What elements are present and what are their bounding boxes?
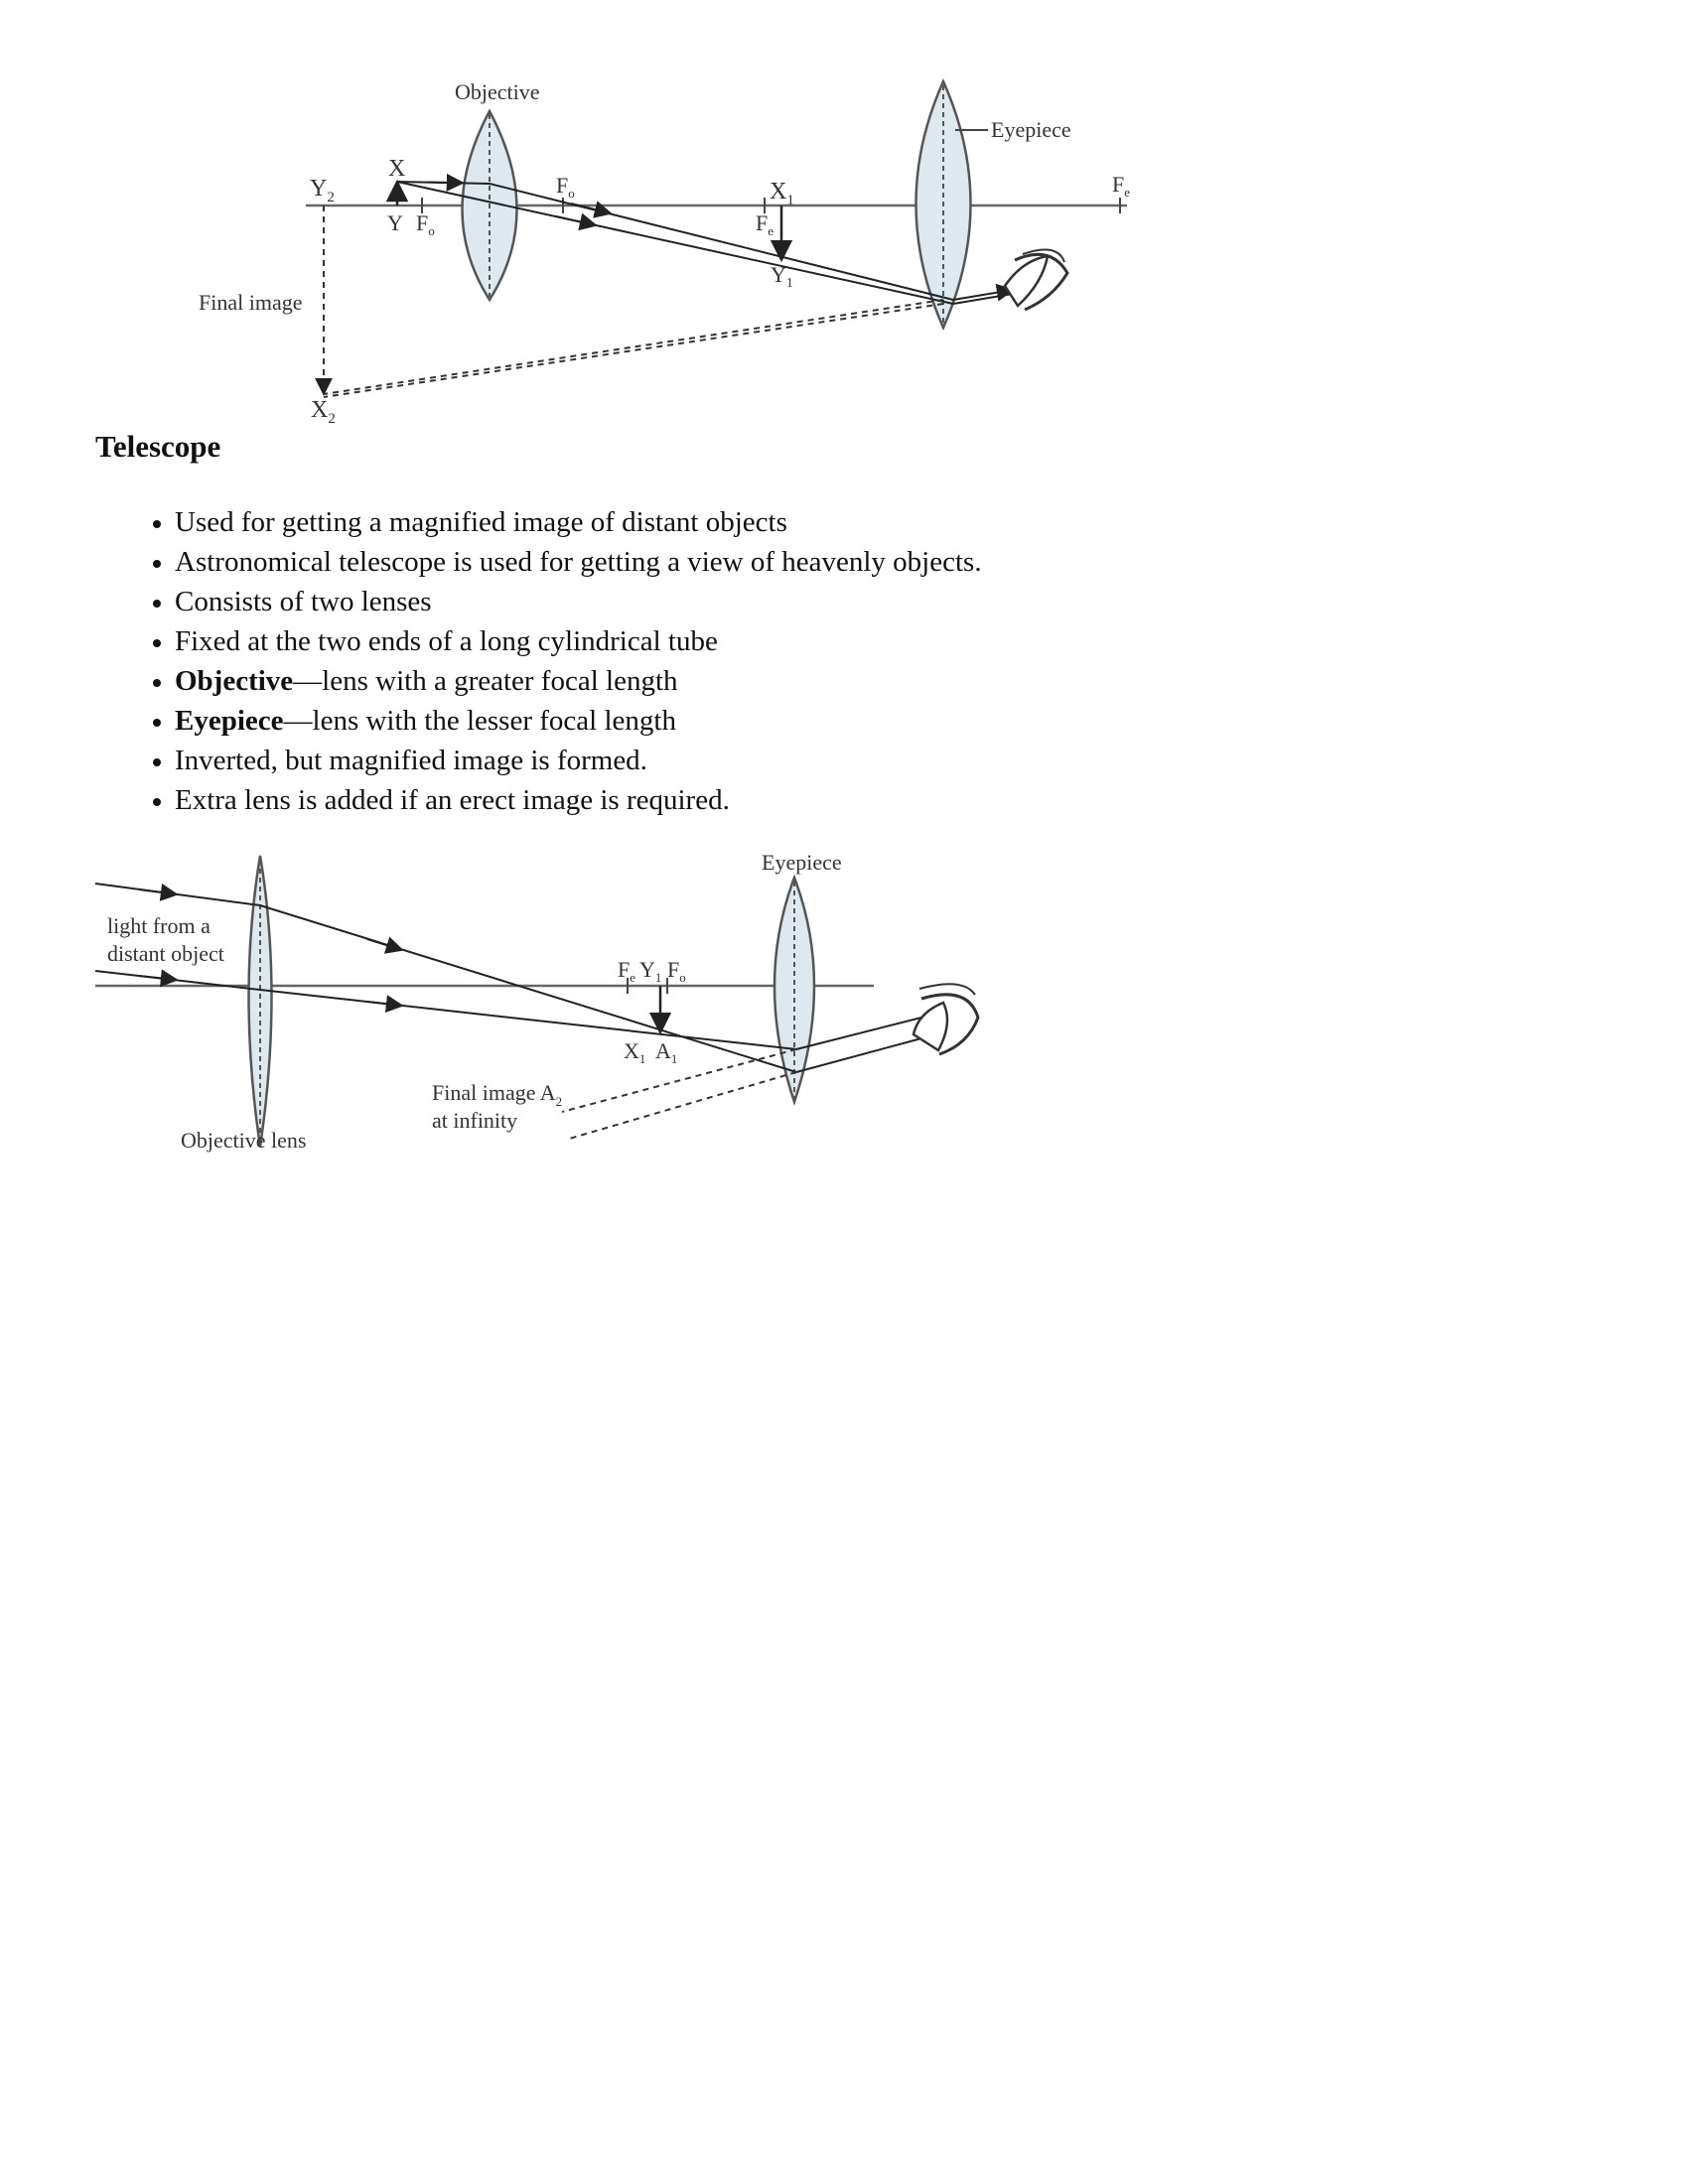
label-y1: $Y_1$ bbox=[771, 262, 793, 291]
label-final-image: Final image bbox=[199, 290, 303, 315]
list-item: • Consists of two lenses bbox=[175, 582, 982, 621]
label-x: X bbox=[388, 156, 406, 182]
list-item: • Astronomical telescope is used for getting a view of heavenly objects. bbox=[175, 542, 982, 582]
label-fo-left: $F_o$ bbox=[416, 210, 435, 238]
incoming-ray-bottom bbox=[95, 971, 796, 1049]
list-item: • Extra lens is added if an erect image is required. bbox=[175, 780, 982, 820]
eye-icon bbox=[914, 984, 978, 1054]
virtual-ray-2 bbox=[566, 1072, 796, 1140]
list-item: • Objective—lens with a greater focal length bbox=[175, 661, 982, 701]
list-item: • Fixed at the two ends of a long cylindrical tube bbox=[175, 621, 982, 661]
label-a1: $A_1$ bbox=[655, 1038, 678, 1066]
term-eyepiece: Eyepiece bbox=[175, 705, 284, 737]
label-eyepiece: Eyepiece bbox=[991, 117, 1071, 142]
label-y: Y bbox=[387, 210, 403, 235]
label-x2: $X_2$ bbox=[311, 397, 336, 427]
list-item: • Used for getting a magnified image of distant objects bbox=[175, 502, 982, 542]
label-fo: $F_o$ bbox=[667, 957, 686, 985]
list-item: • Eyepiece—lens with the lesser focal length bbox=[175, 701, 982, 741]
incoming-ray-top-arrow bbox=[139, 889, 177, 894]
incoming-ray-top bbox=[95, 884, 796, 1072]
label-x1: $X_1$ bbox=[624, 1038, 646, 1066]
incoming-ray-bottom-arrow bbox=[139, 976, 177, 980]
label-fo-mid: $F_o$ bbox=[556, 173, 575, 201]
list-item: • Inverted, but magnified image is formed. bbox=[175, 741, 982, 780]
ray-to-eye-1 bbox=[796, 1018, 921, 1049]
incoming-ray-top-arrow-2 bbox=[367, 939, 402, 950]
label-y2: $Y_2$ bbox=[310, 176, 335, 205]
label-x1: $X_1$ bbox=[770, 179, 794, 208]
label-objective: Objective bbox=[455, 79, 540, 104]
term-objective: Objective bbox=[175, 665, 294, 697]
label-light-line2: distant object bbox=[107, 941, 224, 966]
label-fe: $F_e$ bbox=[618, 957, 636, 985]
incoming-ray-bottom-arrow-2 bbox=[367, 1002, 402, 1006]
label-y1: $Y_1$ bbox=[639, 957, 662, 985]
label-fe-mid: $F_e$ bbox=[756, 210, 774, 238]
virtual-ray-1 bbox=[562, 1049, 796, 1112]
ray-to-eye-2 bbox=[796, 1038, 921, 1072]
section-heading: Telescope bbox=[95, 429, 221, 464]
label-light-line1: light from a bbox=[107, 913, 211, 938]
label-final-image: Final image $A_2$ bbox=[432, 1080, 563, 1109]
label-fe-right: $F_e$ bbox=[1112, 172, 1131, 200]
label-at-infinity: at infinity bbox=[432, 1108, 518, 1133]
label-objective-lens: Objective lens bbox=[181, 1128, 307, 1153]
label-eyepiece: Eyepiece bbox=[762, 850, 842, 875]
